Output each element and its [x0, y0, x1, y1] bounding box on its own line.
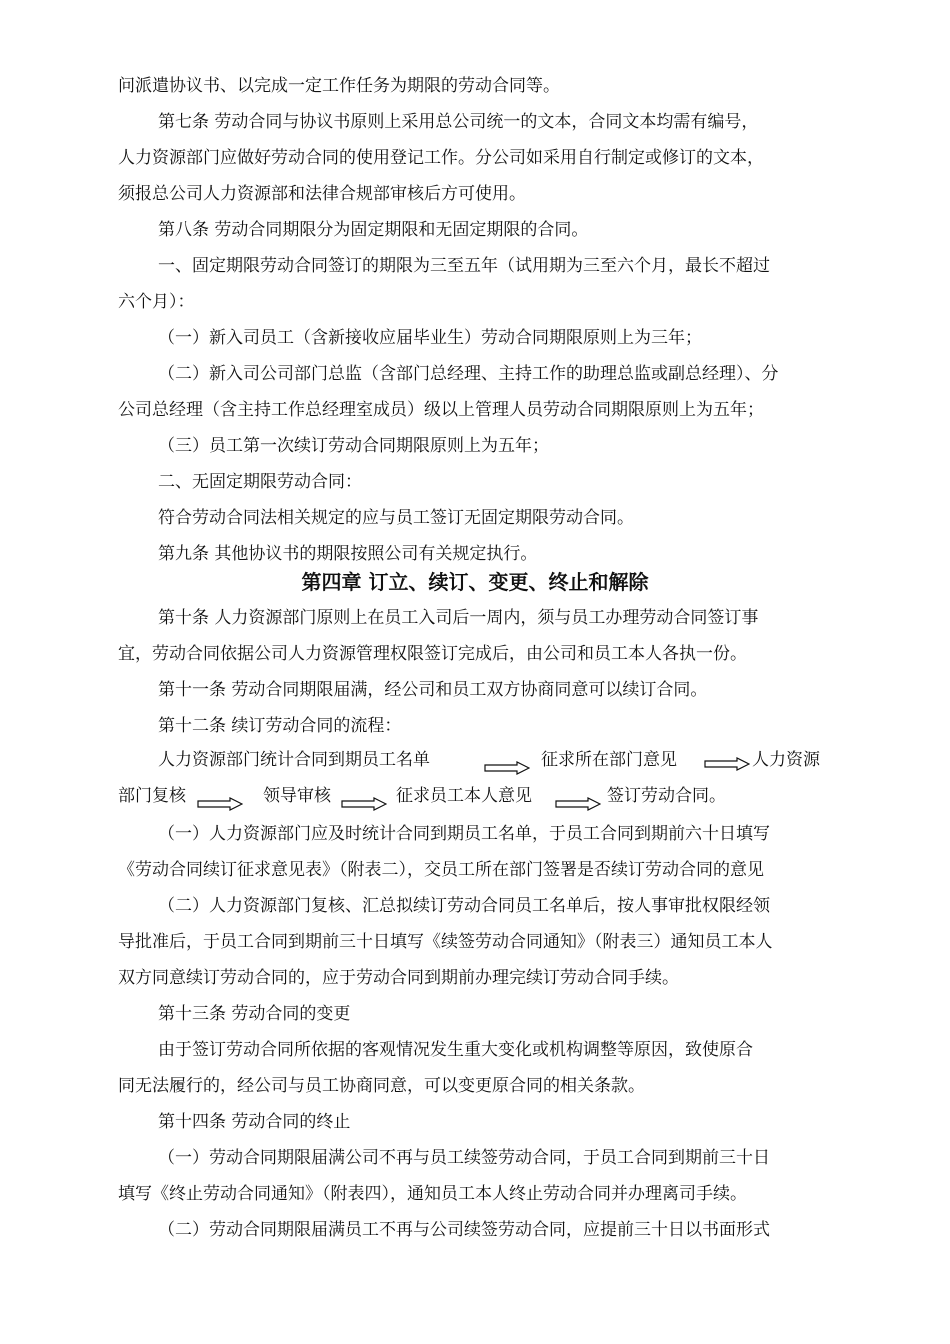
text-line: 二、无固定期限劳动合同： — [158, 472, 362, 492]
text-line: 第七条 劳动合同与协议书原则上采用总公司统一的文本，合同文本均需有编号， — [158, 112, 759, 132]
text-line: 由于签订劳动合同所依据的客观情况发生重大变化或机构调整等原因，致使原合 — [158, 1040, 753, 1060]
text-line: 双方同意续订劳动合同的，应于劳动合同到期前办理完续订劳动合同手续。 — [118, 968, 679, 988]
text-line: 一、固定期限劳动合同签订的期限为三至五年（试用期为三至六个月，最长不超过 — [158, 256, 770, 276]
text-line: （二）新入司公司部门总监（含部门总经理、主持工作的助理总监或副总经理）、分 — [158, 364, 779, 384]
flow-step-5: 征求员工本人意见 — [396, 786, 532, 806]
text-line: （三）员工第一次续订劳动合同期限原则上为五年； — [158, 436, 549, 456]
flow-arrow-icon — [484, 761, 530, 775]
text-line: （二）人力资源部门复核、汇总拟续订劳动合同员工名单后，按人事审批权限经领 — [158, 896, 770, 916]
flow-step-3-cont: 部门复核 — [118, 786, 186, 806]
flow-step-6: 签订劳动合同。 — [607, 786, 726, 806]
text-line: 填写《终止劳动合同通知》（附表四），通知员工本人终止劳动合同并办理离司手续。 — [118, 1184, 747, 1204]
flow-step-3: 人力资源 — [752, 750, 820, 770]
text-line: 第九条 其他协议书的期限按照公司有关规定执行。 — [158, 544, 538, 564]
flow-arrow-icon — [555, 797, 601, 811]
text-line: 须报总公司人力资源部和法律合规部审核后方可使用。 — [118, 184, 526, 204]
text-line: （一）人力资源部门应及时统计合同到期员工名单，于员工合同到期前六十日填写 — [158, 824, 770, 844]
text-line: 问派遣协议书、以完成一定工作任务为期限的劳动合同等。 — [118, 76, 560, 96]
flow-step-4: 领导审核 — [263, 786, 331, 806]
flow-arrow-icon — [197, 797, 243, 811]
text-line: 第十四条 劳动合同的终止 — [158, 1112, 351, 1132]
text-line: （一）劳动合同期限届满公司不再与员工续签劳动合同，于员工合同到期前三十日 — [158, 1148, 770, 1168]
flow-step-2: 征求所在部门意见 — [541, 750, 677, 770]
text-line: 第十三条 劳动合同的变更 — [158, 1004, 351, 1024]
text-line: 第八条 劳动合同期限分为固定期限和无固定期限的合同。 — [158, 220, 589, 240]
text-line: 宜，劳动合同依据公司人力资源管理权限签订完成后，由公司和员工本人各执一份。 — [118, 644, 747, 664]
text-line: 符合劳动合同法相关规定的应与员工签订无固定期限劳动合同。 — [158, 508, 634, 528]
text-line: （一）新入司员工（含新接收应届毕业生）劳动合同期限原则上为三年； — [158, 328, 702, 348]
text-line: 导批准后，于员工合同到期前三十日填写《续签劳动合同通知》（附表三）通知员工本人 — [118, 932, 773, 952]
text-line: 公司总经理（含主持工作总经理室成员）级以上管理人员劳动合同期限原则上为五年； — [118, 400, 764, 420]
text-line: 《劳动合同续订征求意见表》（附表二），交员工所在部门签署是否续订劳动合同的意见 — [118, 860, 764, 880]
text-line: 第十二条 续订劳动合同的流程： — [158, 716, 402, 736]
flow-arrow-icon — [341, 797, 387, 811]
text-line: 第十一条 劳动合同期限届满，经公司和员工双方协商同意可以续订合同。 — [158, 680, 708, 700]
text-line: （二）劳动合同期限届满员工不再与公司续签劳动合同，应提前三十日以书面形式 — [158, 1220, 770, 1240]
chapter-heading: 第四章 订立、续订、变更、终止和解除 — [301, 570, 649, 594]
flow-arrow-icon — [704, 757, 750, 771]
text-line: 人力资源部门应做好劳动合同的使用登记工作。分公司如采用自行制定或修订的文本， — [118, 148, 764, 168]
text-line: 第十条 人力资源部门原则上在员工入司后一周内，须与员工办理劳动合同签订事 — [158, 608, 759, 628]
flow-step-1: 人力资源部门统计合同到期员工名单 — [158, 750, 430, 770]
text-line: 六个月）： — [118, 292, 195, 312]
text-line: 同无法履行的，经公司与员工协商同意，可以变更原合同的相关条款。 — [118, 1076, 645, 1096]
